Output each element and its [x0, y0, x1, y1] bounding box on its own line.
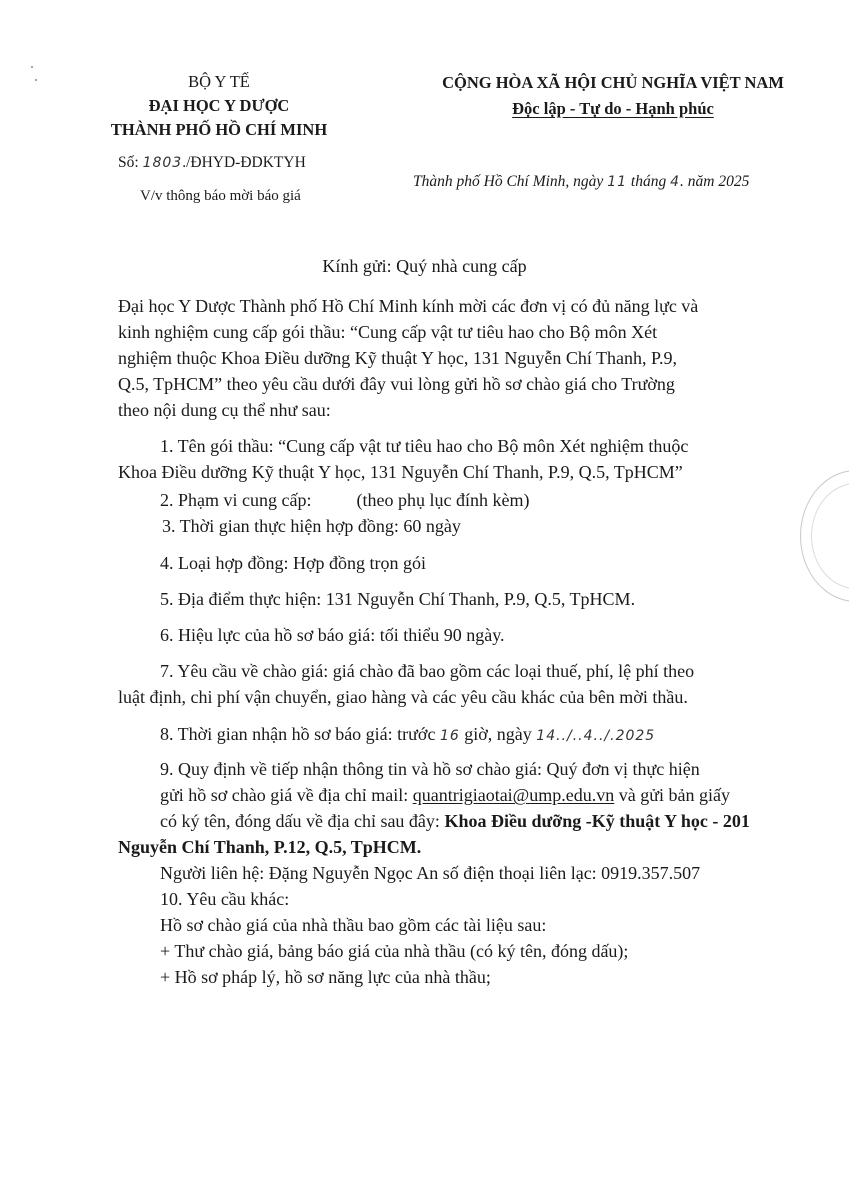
deadline-date-handwritten: 14../..4../.2025 [536, 728, 656, 744]
intro-line: nghiệm thuộc Khoa Điều dưỡng Kỹ thuật Y học, 131 Nguyễn Chí Thanh, P.9, [118, 348, 678, 368]
item-8-prefix: 8. Thời gian nhận hồ sơ báo giá: trước [160, 724, 440, 744]
intro-line: Q.5, TpHCM” theo yêu cầu dưới đây vui lòng gửi hồ sơ chào giá cho Trường [118, 374, 675, 394]
month-label: tháng [627, 173, 671, 190]
deadline-hour-handwritten: 16 [439, 728, 460, 744]
year-label: . năm 2025 [680, 173, 750, 190]
ref-number-handwritten: 1803 [142, 155, 183, 171]
item-9-line2 [160, 782, 820, 808]
item-3: 3. Thời gian thực hiện hợp đồng: 60 ngày [162, 516, 461, 536]
document-subject: V/v thông báo mời báo giá [140, 188, 301, 204]
day-handwritten: 11 [607, 174, 628, 190]
item-9-line2-suffix: và gửi bản giấy [614, 785, 730, 805]
reference-number [118, 154, 306, 172]
ref-prefix: Số: [118, 154, 143, 171]
item-8-mid: giờ, ngày [459, 724, 537, 744]
delivery-address-part2: Nguyễn Chí Thanh, P.12, Q.5, TpHCM. [118, 837, 422, 857]
national-heading [408, 70, 818, 122]
item-2-label: 2. Phạm vi cung cấp: [160, 490, 312, 510]
item-4: 4. Loại hợp đồng: Hợp đồng trọn gói [160, 553, 427, 573]
doc-item-1: + Thư chào giá, bảng báo giá của nhà thầu (có ký tên, đóng dấu); [160, 941, 629, 961]
scan-speck [35, 79, 37, 81]
place-and-date [413, 173, 749, 191]
month-handwritten: 4 [670, 174, 680, 190]
email-link[interactable]: quantrigiaotai@ump.edu.vn [412, 785, 615, 805]
item-9-line3-prefix: có ký tên, đóng dấu về địa chỉ sau đây: [160, 811, 445, 831]
item-2 [160, 487, 820, 513]
item-7-line2: luật định, chi phí vận chuyển, giao hàng và các yêu cầu khác của bên mời thầu. [118, 687, 688, 707]
item-9-line1: 9. Quy định về tiếp nhận thông tin và hồ sơ chào giá: Quý đơn vị thực hiện [160, 759, 700, 779]
republic-name: CỘNG HÒA XÃ HỘI CHỦ NGHĨA VIỆT NAM [442, 73, 784, 92]
item-6: 6. Hiệu lực của hồ sơ báo giá: tối thiểu 90 ngày. [160, 625, 505, 645]
item-1-line2: Khoa Điều dưỡng Kỹ thuật Y học, 131 Nguyễn Chí Thanh, P.9, Q.5, TpHCM” [118, 462, 683, 482]
item-8 [160, 721, 820, 749]
national-motto: Độc lập - Tự do - Hạnh phúc [512, 99, 714, 118]
item-1-line1: 1. Tên gói thầu: “Cung cấp vật tư tiêu hao cho Bộ môn Xét nghiệm thuộc [160, 436, 689, 456]
scan-speck [31, 66, 33, 68]
intro-line: theo nội dung cụ thể như sau: [118, 400, 331, 420]
intro-line: Đại học Y Dược Thành phố Hồ Chí Minh kính mời các đơn vị có đủ năng lực và [118, 296, 699, 316]
ref-suffix: ./ĐHYD-ĐDKTYH [182, 154, 306, 171]
contact-person: Người liên hệ: Đặng Nguyễn Ngọc An số điện thoại liên lạc: 0919.357.507 [160, 863, 701, 883]
doc-item-2: + Hồ sơ pháp lý, hồ sơ năng lực của nhà thầu; [160, 967, 491, 987]
item-9-line2-prefix: gửi hồ sơ chào giá về địa chỉ mail: [160, 785, 413, 805]
item-9-line3 [160, 808, 820, 834]
item-2-value: (theo phụ lục đính kèm) [356, 490, 530, 510]
ministry-name: BỘ Y TẾ [188, 72, 250, 91]
intro-paragraph [118, 293, 778, 423]
salutation: Kính gửi: Quý nhà cung cấp [322, 256, 527, 276]
university-name-line1: ĐẠI HỌC Y DƯỢC [148, 96, 290, 115]
intro-line: kinh nghiệm cung cấp gói thầu: “Cung cấp vật tư tiêu hao cho Bộ môn Xét [118, 322, 658, 342]
docs-intro: Hồ sơ chào giá của nhà thầu bao gồm các tài liệu sau: [160, 915, 547, 935]
issuer-block [90, 70, 348, 142]
item-7-line1: 7. Yêu cầu về chào giá: giá chào đã bao gồm các loại thuế, phí, lệ phí theo [160, 661, 695, 681]
place-date-prefix: Thành phố Hồ Chí Minh, ngày [413, 173, 608, 190]
item-10: 10. Yêu cầu khác: [160, 889, 290, 909]
delivery-address-part1: Khoa Điều dưỡng -Kỹ thuật Y học - 201 [444, 811, 750, 831]
university-name-line2: THÀNH PHỐ HỒ CHÍ MINH [110, 120, 328, 139]
item-5: 5. Địa điểm thực hiện: 131 Nguyễn Chí Thanh, P.9, Q.5, TpHCM. [160, 589, 636, 609]
